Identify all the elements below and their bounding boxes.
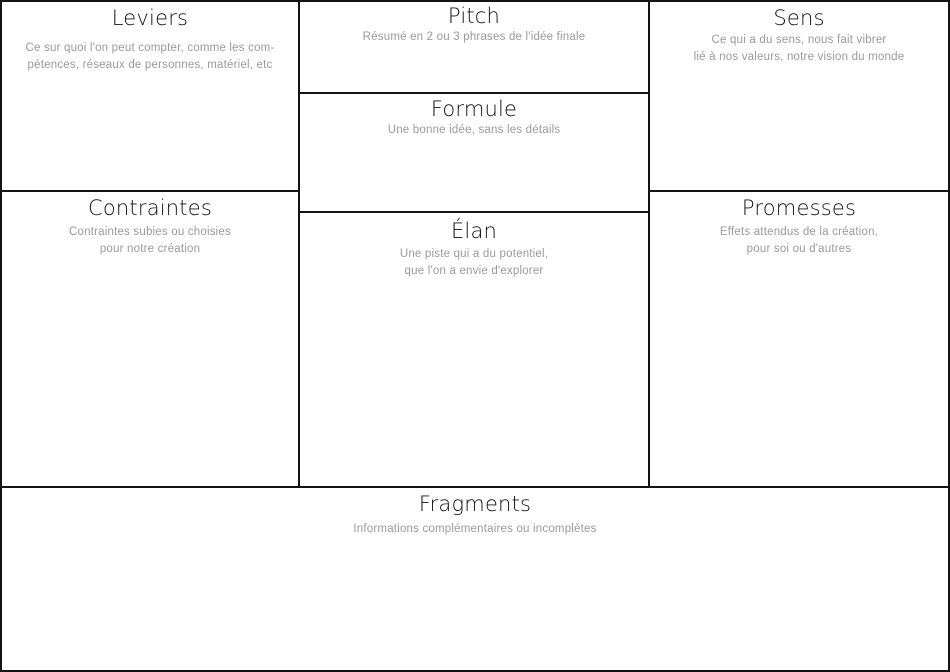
promesses-title: Promesses: [741, 196, 857, 220]
formule-box[interactable]: [298, 92, 650, 213]
leviers-description-line: pétences, réseaux de personnes, matériel, etc: [27, 59, 273, 71]
elan-description-line: Une piste qui a du potentiel,: [399, 248, 549, 260]
leviers-description: [2, 40, 298, 74]
sens-title: Sens: [773, 6, 825, 30]
contraintes-title: Contraintes: [88, 196, 212, 220]
contraintes-description: [2, 224, 298, 258]
fragments-box[interactable]: [0, 486, 950, 672]
promesses-description-line: Effets attendus de la création,: [719, 226, 879, 238]
fragments-description: [2, 521, 948, 538]
contraintes-box[interactable]: [0, 190, 300, 488]
formule-title: Formule: [430, 97, 518, 121]
contraintes-description-line: pour notre création: [99, 243, 201, 255]
elan-box[interactable]: [298, 211, 650, 488]
pitch-title: Pitch: [447, 4, 501, 28]
leviers-description-line: Ce sur quoi l'on peut compter, comme les com-: [25, 42, 275, 54]
fragments-description-line: Informations complémentaires ou incomplètes: [353, 523, 597, 535]
elan-description-line: que l'on a envie d'explorer: [404, 265, 544, 277]
contraintes-description-line: Contraintes subies ou choisies: [69, 226, 231, 238]
formule-description-line: Une bonne idée, sans les détails: [387, 124, 561, 136]
pitch-box[interactable]: [298, 0, 650, 94]
elan-title: Élan: [450, 219, 498, 243]
pitch-description: [300, 29, 648, 46]
fragments-title: Fragments: [418, 492, 532, 516]
sens-description-line: Ce qui a du sens, nous fait vibrer: [711, 34, 887, 46]
sens-box[interactable]: [648, 0, 950, 192]
leviers-box[interactable]: [0, 0, 300, 192]
pitch-description-line: Résumé en 2 ou 3 phrases de l'idée finale: [362, 31, 586, 43]
promesses-description-line: pour soi ou d'autres: [746, 243, 852, 255]
sens-description-line: lié à nos valeurs, notre vision du monde: [693, 51, 905, 63]
leviers-title: Leviers: [111, 6, 189, 30]
formule-description: [300, 122, 648, 139]
promesses-description: [650, 224, 948, 258]
elan-description: [300, 246, 648, 280]
sens-description: [650, 32, 948, 66]
promesses-box[interactable]: [648, 190, 950, 488]
